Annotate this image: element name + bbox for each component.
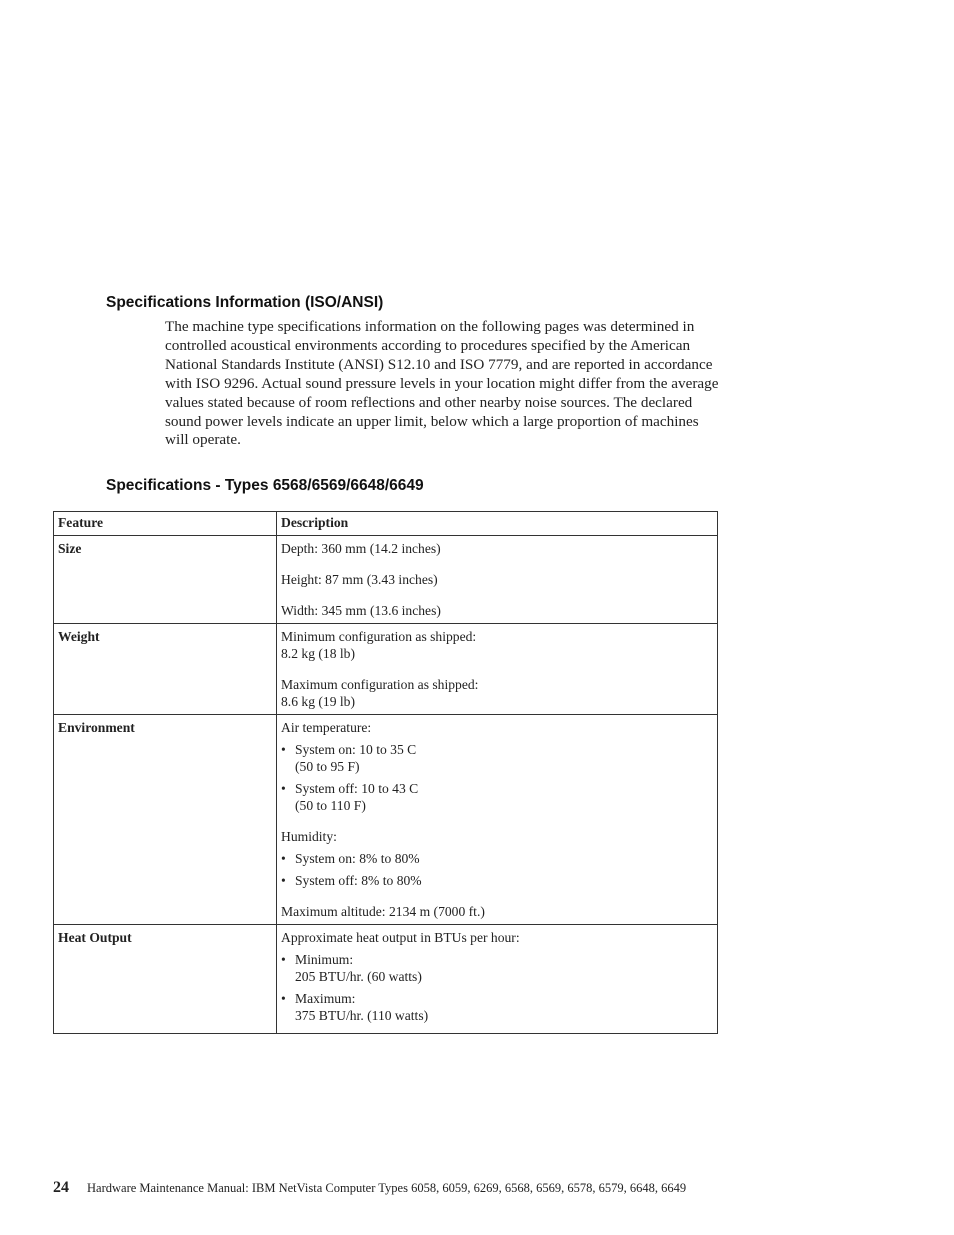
bullet-marker: • (281, 781, 286, 796)
page-number: 24 (53, 1179, 69, 1196)
weight-min-value: 8.2 kg (18 lb) (281, 646, 356, 661)
heat-output-label: Approximate heat output in BTUs per hour: (281, 930, 520, 945)
air-temperature-label: Air temperature: (281, 720, 372, 735)
column-header-description: Description (277, 512, 718, 536)
size-height: Height: 87 mm (3.43 inches) (281, 572, 438, 587)
bullet-marker: • (281, 742, 286, 757)
table-row-environment (54, 715, 718, 925)
list-item (281, 872, 713, 889)
table-header-row (54, 512, 718, 536)
heat-max-line-1: Maximum: (295, 991, 356, 1006)
list-item (281, 990, 713, 1024)
description-size (277, 536, 718, 624)
intro-paragraph: The machine type specifications information on the following pages was determined in controlled acoustical environments according to procedures specified by the American National Standards Institute (ANSI) S12.10 and ISO 7779, and are reported in accordance with ISO 9296. Actual sound pressure levels in your location might differ from the average values stated because of room reflections and other nearby noise sources. The declared sound power levels indicate an upper limit, below which a large proportion of machines will operate. (165, 318, 719, 449)
humidity-off: System off: 8% to 80% (295, 873, 422, 888)
bullet-marker: • (281, 952, 286, 967)
heat-min-line-1: Minimum: (295, 952, 354, 967)
air-off-line-1: System off: 10 to 43 C (295, 781, 419, 796)
weight-max-label: Maximum configuration as shipped: (281, 677, 479, 692)
size-width: Width: 345 mm (13.6 inches) (281, 603, 441, 618)
list-item (281, 951, 713, 985)
heat-max-line-2: 375 BTU/hr. (110 watts) (295, 1008, 429, 1023)
footer-text: Hardware Maintenance Manual: IBM NetVista Computer Types 6058, 6059, 6269, 6568, 6569, 6578, 6579, 6648, 6649 (87, 1181, 687, 1195)
air-temperature-list (281, 741, 713, 814)
section-heading-iso-ansi: Specifications Information (ISO/ANSI) (106, 294, 384, 311)
air-on-line-2: (50 to 95 F) (295, 759, 360, 774)
description-heat-output (277, 925, 718, 1034)
description-environment (277, 715, 718, 925)
weight-minimum (281, 628, 713, 662)
humidity-on: System on: 8% to 80% (295, 851, 420, 866)
section-heading-types: Specifications - Types 6568/6569/6648/6649 (106, 477, 424, 494)
maximum-altitude: Maximum altitude: 2134 m (7000 ft.) (281, 904, 485, 919)
feature-environment: Environment (54, 715, 277, 925)
feature-weight: Weight (54, 624, 277, 715)
table-row-size (54, 536, 718, 624)
weight-maximum (281, 676, 713, 710)
list-item (281, 780, 713, 814)
humidity-label: Humidity: (281, 829, 337, 844)
spec-table (53, 511, 718, 1034)
air-on-line-1: System on: 10 to 35 C (295, 742, 417, 757)
description-weight (277, 624, 718, 715)
heat-min-line-2: 205 BTU/hr. (60 watts) (295, 969, 422, 984)
list-item (281, 850, 713, 867)
humidity-list (281, 850, 713, 889)
bullet-marker: • (281, 851, 286, 866)
feature-heat-output: Heat Output (54, 925, 277, 1034)
table-row-heat-output (54, 925, 718, 1034)
column-header-feature: Feature (54, 512, 277, 536)
weight-max-value: 8.6 kg (19 lb) (281, 694, 356, 709)
page-footer (53, 1176, 733, 1200)
table-row-weight (54, 624, 718, 715)
weight-min-label: Minimum configuration as shipped: (281, 629, 477, 644)
heat-output-list (281, 951, 713, 1024)
size-depth: Depth: 360 mm (14.2 inches) (281, 541, 441, 556)
bullet-marker: • (281, 991, 286, 1006)
feature-size: Size (54, 536, 277, 624)
list-item (281, 741, 713, 775)
air-off-line-2: (50 to 110 F) (295, 798, 366, 813)
bullet-marker: • (281, 873, 286, 888)
